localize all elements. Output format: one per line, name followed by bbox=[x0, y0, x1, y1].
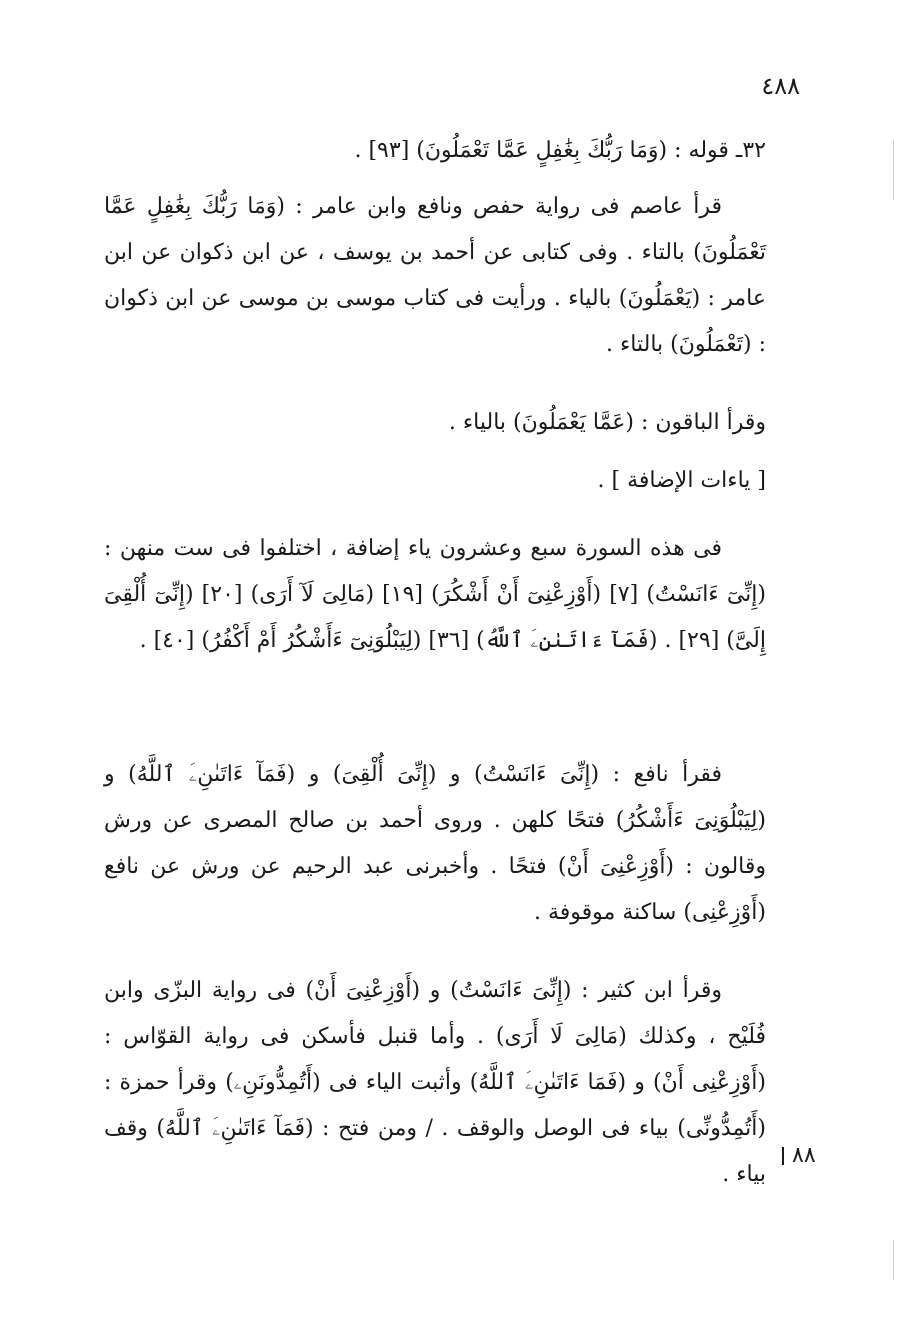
paragraph-yaat-idafa: فى هذه السورة سبع وعشرون ياء إضافة ، اختلفوا فى ست منهن : (إِنِّىٓ ءَانَسْتُ) [٧] (أَوْزِعْنِىٓ أَنْ أَشْكُرَ) [١٩] (مَالِىَ لَآ أَرَى) [٢٠] (إِنِّىٓ أُلْقِىَ إِلَىَّ) [٢٩] . (فَمَآ ءَاتَىٰنِۦَ ٱللَّهُ) [٣٦] (لِيَبْلُوَنِىٓ ءَأَشْكُرُ أَمْ أَكْفُرُ) [٤٠] . bbox=[104, 536, 766, 653]
page-edge-mark bbox=[893, 140, 894, 200]
margin-folio-note bbox=[782, 1143, 816, 1168]
margin-folio-number: ٨٨ bbox=[792, 1143, 816, 1168]
section-heading: ٣٢ـ قوله : (وَمَا رَبُّكَ بِغَٰفِلٍ عَمَّا تَعْمَلُونَ) [٩٣] . bbox=[354, 138, 766, 163]
paragraph-ibn-kathir: وقرأ ابن كثير : (إِنِّىَ ءَانَسْتُ) و (أَوْزِعْنِىَ أَنْ) فى رواية البزّى وابن فُلَيْح ، وكذلك (مَالِىَ لَا أَرَى) . وأما قنبل فأسكن فى رواية القوّاس : (أَوْزِعْنِى أَنْ) و (فَمَا ءَاتَىٰنِۦَ ٱللَّهُ) وأثبت الياء فى (أَتُمِدُّونَنِۦ) وقرأ حمزة : (أَتُمِدُّونِّى) بياء فى الوصل والوقف . / ومن فتح : (فَمَآ ءَاتَىٰنِۦَ ٱللَّهُ) وقف بياء . bbox=[104, 978, 766, 1187]
page-edge-mark bbox=[893, 1240, 894, 1280]
section-subtitle: [ ياءات الإضافة ] . bbox=[597, 468, 766, 493]
margin-bar bbox=[782, 1147, 784, 1165]
paragraph-qiraat-1: قرأ عاصم فى رواية حفص ونافع وابن عامر : (وَمَا رَبُّكَ بِغَٰفِلٍ عَمَّا تَعْمَلُونَ) بالتاء . وفى كتابى عن أحمد بن يوسف ، عن ابن ذكوان عن ابن عامر : (يَعْمَلُونَ) بالياء . ورأيت فى كتاب موسى بن موسى عن ابن ذكوان : (تَعْمَلُونَ) بالتاء . bbox=[104, 194, 766, 357]
paragraph-nafi: فقرأ نافع : (إِنِّىَ ءَانَسْتُ) و (إِنِّىَ أُلْقِىَ) و (فَمَآ ءَاتَىٰنِۦَ ٱللَّهُ) و (لِيَبْلُوَنِىَ ءَأَشْكُرُ) فتحًا كلهن . وروى أحمد بن صالح المصرى عن ورش وقالون : (أَوْزِعْنِىَ أَنْ) فتحًا . وأخبرنى عبد الرحيم عن ورش عن نافع (أَوْزِعْنِى) ساكنة موقوفة . bbox=[104, 762, 766, 925]
paragraph-qiraat-2: وقرأ الباقون : (عَمَّا يَعْمَلُونَ) بالياء . bbox=[448, 410, 766, 435]
page-number: ٤٨٨ bbox=[761, 72, 800, 100]
